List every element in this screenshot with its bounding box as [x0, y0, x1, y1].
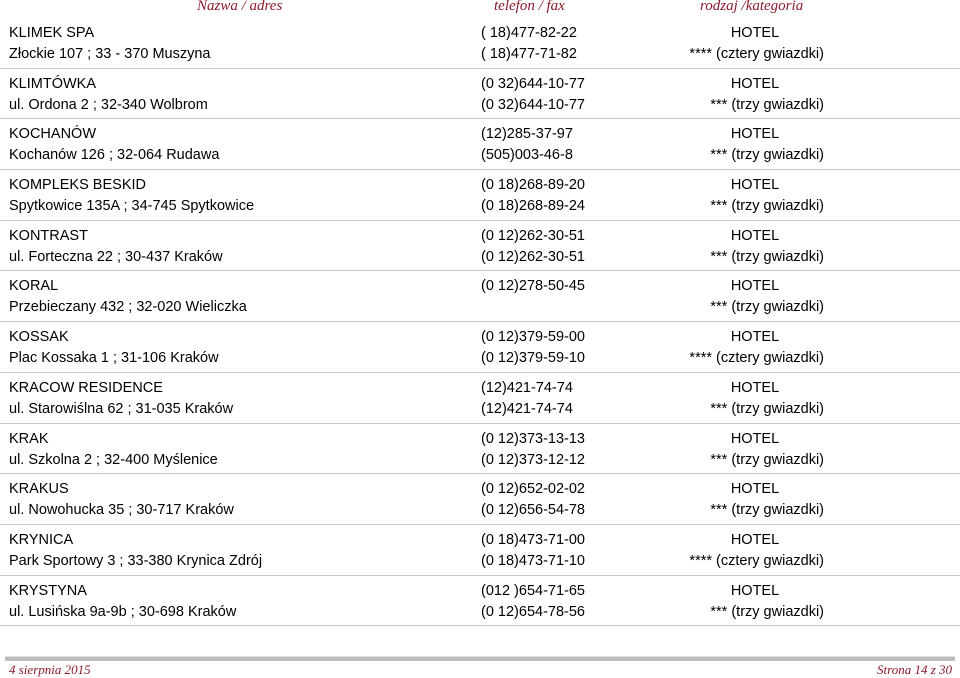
- hotel-address: Przebieczany 432 ; 32-020 Wieliczka: [9, 299, 247, 316]
- hotel-entry: [0, 170, 960, 221]
- hotel-entry: [0, 424, 960, 475]
- hotel-type: HOTEL: [730, 25, 780, 41]
- hotel-name: KOMPLEKS BESKID: [9, 177, 146, 194]
- hotel-category: **** (cztery gwiazdki): [689, 350, 824, 367]
- hotel-fax: (0 18)473-71-10: [481, 552, 585, 569]
- hotel-address: ul. Szkolna 2 ; 32-400 Myślenice: [9, 451, 218, 468]
- hotel-category: **** (cztery gwiazdki): [689, 552, 824, 569]
- hotel-phone: (0 12)652-02-02: [481, 481, 585, 498]
- hotel-category: *** (trzy gwiazdki): [710, 299, 824, 316]
- hotel-name: KOSSAK: [9, 329, 69, 346]
- hotel-type: HOTEL: [730, 329, 780, 346]
- hotel-type: HOTEL: [730, 177, 780, 194]
- hotel-address: ul. Nowohucka 35 ; 30-717 Kraków: [9, 502, 234, 519]
- hotel-category: *** (trzy gwiazdki): [710, 400, 824, 417]
- hotel-address: Plac Kossaka 1 ; 31-106 Kraków: [9, 350, 219, 367]
- hotel-type: HOTEL: [730, 75, 780, 92]
- hotel-phone: (0 12)373-13-13: [481, 430, 585, 447]
- hotel-category: *** (trzy gwiazdki): [710, 248, 824, 265]
- hotel-fax: (505)003-46-8: [481, 147, 573, 164]
- hotel-type: HOTEL: [730, 531, 780, 548]
- hotel-list: [0, 18, 960, 626]
- hotel-name: KORAL: [9, 278, 59, 295]
- column-header: [0, 0, 960, 16]
- hotel-address: Park Sportowy 3 ; 33-380 Krynica Zdrój: [9, 552, 263, 569]
- hotel-name: KLIMEK SPA: [9, 25, 95, 41]
- header-name-address: Nazwa / adres: [197, 0, 283, 14]
- hotel-entry: [0, 18, 960, 69]
- header-phone-fax: telefon / fax: [494, 0, 565, 14]
- hotel-address: ul. Ordona 2 ; 32-340 Wolbrom: [9, 96, 208, 113]
- hotel-address: ul. Starowiślna 62 ; 31-035 Kraków: [9, 400, 234, 417]
- footer-divider: [5, 656, 955, 661]
- hotel-type: HOTEL: [730, 126, 780, 143]
- hotel-entry: [0, 474, 960, 525]
- hotel-address: ul. Lusińska 9a-9b ; 30-698 Kraków: [9, 603, 237, 620]
- hotel-fax: (0 12)654-78-56: [481, 603, 585, 620]
- hotel-category: **** (cztery gwiazdki): [689, 46, 824, 62]
- hotel-category: *** (trzy gwiazdki): [710, 502, 824, 519]
- hotel-category: *** (trzy gwiazdki): [710, 603, 824, 620]
- hotel-entry: [0, 322, 960, 373]
- hotel-fax: ( 18)477-71-82: [481, 46, 577, 62]
- hotel-fax: (0 12)373-12-12: [481, 451, 585, 468]
- hotel-address: Spytkowice 135A ; 34-745 Spytkowice: [9, 198, 255, 215]
- footer-page-number: Strona 14 z 30: [877, 662, 952, 677]
- header-type-category: rodzaj /kategoria: [700, 0, 804, 14]
- hotel-phone: (12)421-74-74: [481, 379, 573, 396]
- hotel-entry: [0, 221, 960, 272]
- hotel-entry: [0, 271, 960, 322]
- hotel-name: KRAKUS: [9, 481, 69, 498]
- hotel-address: ul. Forteczna 22 ; 30-437 Kraków: [9, 248, 223, 265]
- hotel-category: *** (trzy gwiazdki): [710, 198, 824, 215]
- hotel-phone: (0 18)473-71-00: [481, 531, 585, 548]
- hotel-type: HOTEL: [730, 278, 780, 295]
- hotel-type: HOTEL: [730, 379, 780, 396]
- hotel-fax: (0 18)268-89-24: [481, 198, 585, 215]
- hotel-fax: (0 12)379-59-10: [481, 350, 585, 367]
- hotel-entry: [0, 525, 960, 576]
- hotel-fax: (12)421-74-74: [481, 400, 573, 417]
- hotel-entry: [0, 576, 960, 627]
- hotel-entry: [0, 119, 960, 170]
- hotel-phone: (0 32)644-10-77: [481, 75, 585, 92]
- hotel-address: Kochanów 126 ; 32-064 Rudawa: [9, 147, 220, 164]
- hotel-type: HOTEL: [730, 481, 780, 498]
- hotel-phone: (0 18)268-89-20: [481, 177, 585, 194]
- hotel-phone: (0 12)262-30-51: [481, 227, 585, 244]
- hotel-fax: (0 12)262-30-51: [481, 248, 585, 265]
- hotel-name: KRYNICA: [9, 531, 74, 548]
- hotel-address: Złockie 107 ; 33 - 370 Muszyna: [9, 46, 211, 62]
- hotel-fax: (0 12)656-54-78: [481, 502, 585, 519]
- hotel-name: KRACOW RESIDENCE: [9, 379, 163, 396]
- hotel-name: KLIMTÓWKA: [9, 75, 97, 92]
- hotel-entry: [0, 69, 960, 120]
- hotel-phone: (12)285-37-97: [481, 126, 573, 143]
- hotel-category: *** (trzy gwiazdki): [710, 451, 824, 468]
- footer-date: 4 sierpnia 2015: [9, 662, 91, 677]
- hotel-entry: [0, 373, 960, 424]
- hotel-name: KONTRAST: [9, 227, 88, 244]
- hotel-type: HOTEL: [730, 582, 780, 599]
- hotel-phone: (012 )654-71-65: [481, 582, 585, 599]
- hotel-type: HOTEL: [730, 227, 780, 244]
- hotel-name: KRYSTYNA: [9, 582, 87, 599]
- hotel-category: *** (trzy gwiazdki): [710, 147, 824, 164]
- hotel-category: *** (trzy gwiazdki): [710, 96, 824, 113]
- hotel-name: KOCHANÓW: [9, 126, 96, 143]
- hotel-name: KRAK: [9, 430, 49, 447]
- hotel-phone: (0 12)278-50-45: [481, 278, 585, 295]
- hotel-phone: ( 18)477-82-22: [481, 25, 577, 41]
- hotel-phone: (0 12)379-59-00: [481, 329, 585, 346]
- hotel-type: HOTEL: [730, 430, 780, 447]
- hotel-fax: (0 32)644-10-77: [481, 96, 585, 113]
